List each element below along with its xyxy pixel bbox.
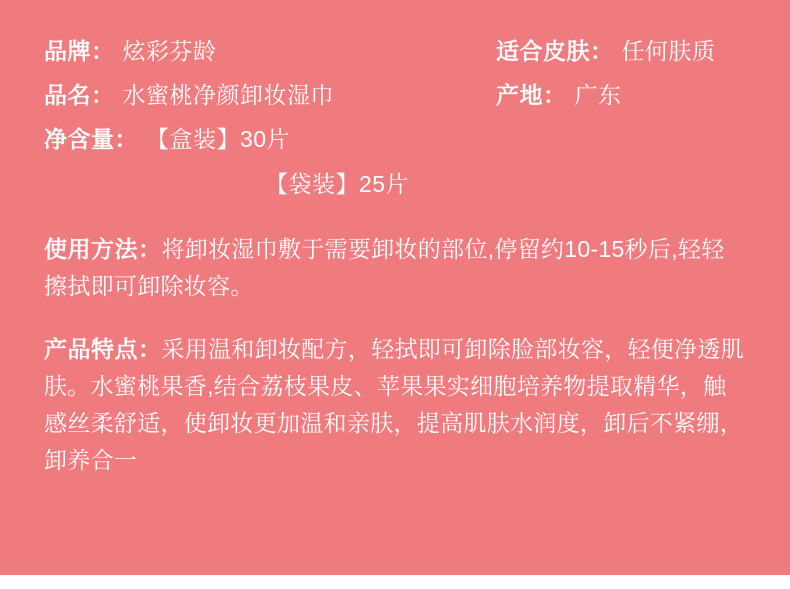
usage-text: 将卸妆湿巾敷于需要卸妆的部位,停留约10-15秒后,轻轻擦拭即可卸除妆容。: [44, 236, 725, 299]
features-paragraph: [44, 331, 746, 479]
net-content-label: 净含量：: [44, 126, 138, 152]
features-section: [44, 331, 746, 479]
spec-origin: [496, 78, 746, 112]
product-name-label: 品名：: [44, 82, 115, 108]
brand-label: 品牌：: [44, 38, 115, 64]
spec-net-content: [44, 122, 496, 201]
usage-label: 使用方法：: [44, 236, 162, 262]
skin-type-value: 任何肤质: [621, 38, 716, 64]
origin-value: 广东: [574, 82, 622, 108]
spec-skin-type: [496, 34, 746, 68]
spec-product-name: [44, 78, 496, 112]
skin-type-label: 适合皮肤：: [496, 38, 614, 64]
bottom-spacer: [0, 575, 790, 589]
product-name-value: 水蜜桃净颜卸妆湿巾: [122, 82, 334, 108]
usage-section: [44, 231, 746, 305]
features-text: 采用温和卸妆配方，轻拭即可卸除脸部妆容，轻便净透肌肤。水蜜桃果香,结合荔枝果皮、苹果果实细胞培养物提取精华，触感丝柔舒适，使卸妆更加温和亲肤，提高肌肤水润度，卸后不紧绷，卸养合一: [44, 336, 744, 473]
origin-label: 产地：: [496, 82, 567, 108]
spec-grid: [44, 34, 746, 201]
features-label: 产品特点：: [44, 336, 162, 362]
spec-row-product-origin: [44, 78, 746, 112]
usage-paragraph: [44, 231, 746, 305]
spec-row-net-content: [44, 122, 746, 201]
net-content-box: 【盒装】30片: [146, 126, 291, 152]
net-content-bag: 【袋装】25片: [265, 171, 410, 197]
net-content-values: [138, 122, 409, 201]
spec-row-brand-skin: [44, 34, 746, 68]
spec-brand: [44, 34, 496, 68]
brand-value: 炫彩芬龄: [122, 38, 217, 64]
